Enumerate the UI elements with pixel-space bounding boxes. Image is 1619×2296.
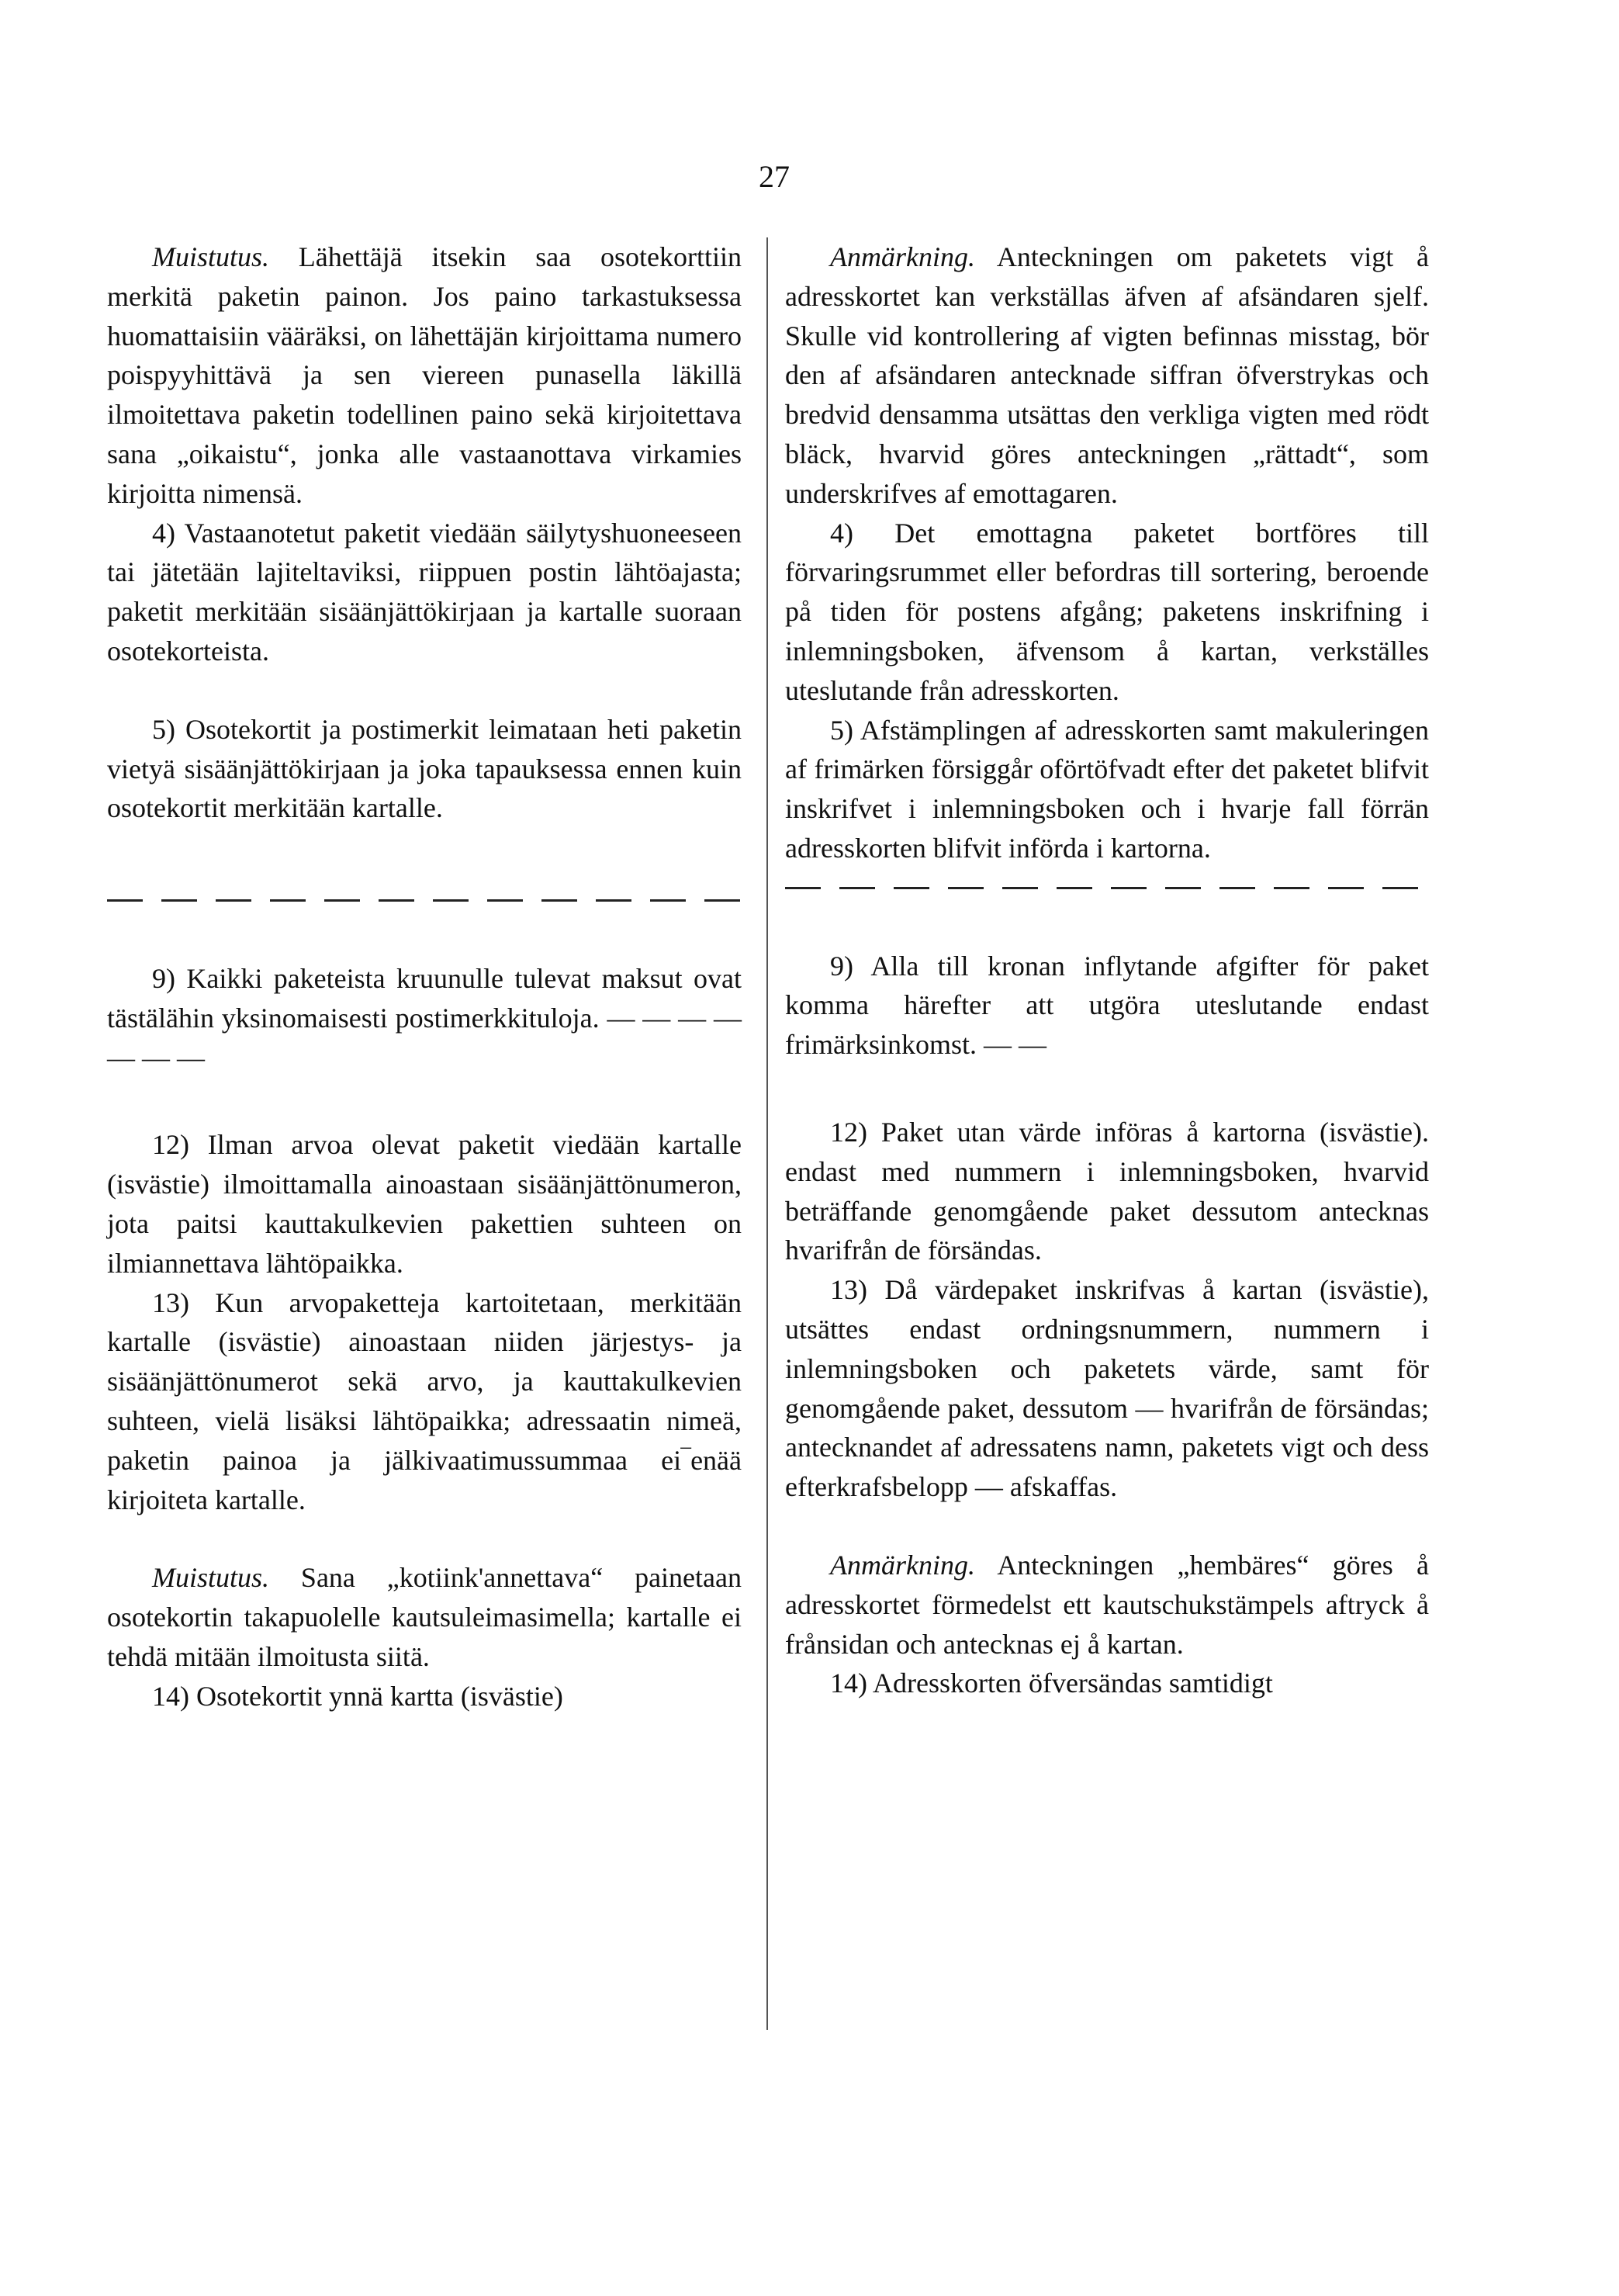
omission-dash-line: [785, 868, 1429, 908]
paragraph-4: 4) Det emottagna paketet bortföres till förvaringsrummet eller befordras till sortering, beroende på tiden för postens afgång; paketens inskrifning i inlemningsboken, äfvensom å kartan, verkställes uteslutande från adresskorten.: [785, 517, 1429, 706]
paragraph-12: 12) Paket utan värde införas å kartorna (isvästie). endast med nummern i inlemningsboken, hvarvid beträffande genomgående paket dessutom antecknas hvarifrån de försändas.: [785, 1116, 1429, 1266]
spacer: [785, 1507, 1429, 1546]
muistutus-note-2: [107, 1558, 742, 1676]
spacer: [107, 920, 742, 959]
paragraph-12: 12) Ilman arvoa olevat paketit viedään kartalle (isvästie) ilmoittamalla ainoastaan sisäänjättönumeron, jota paitsi kauttakulkevien pakettien suhteen on ilmiannettava lähtöpaikka.: [107, 1129, 742, 1279]
spacer: [785, 908, 1429, 947]
note-label: Muistutus.: [152, 1562, 270, 1594]
paragraph-13: 13) Kun arvopaketteja kartoitetaan, merkitään kartalle (isvästie) ainoastaan niiden järjestys- ja sisäänjättönumerot sekä arvo, ja kauttakulkevien suhteen, vielä lisäksi lähtöpaikka; adressaatin nimeä, paketin painoa ja jälkivaatimussummaa ei‾enää kirjoiteta kartalle.: [107, 1287, 742, 1515]
anmarkning-note-1: [785, 237, 1429, 514]
note-text: Sana „kotiink'annettava“ painetaan osotekortin takapuolelle kautsuleimasimella; kartalle ei tehdä mitään ilmoitusta siitä.: [107, 1562, 742, 1672]
spacer: [107, 1077, 742, 1125]
paragraph-14: 14) Osotekortit ynnä kartta (isvästie): [152, 1680, 563, 1712]
spacer: [107, 1519, 742, 1558]
note-text: Anteckningen „hembäres“ göres å adresskortet förmedelst ett kautschukstämpels aftryck å frånsidan och antecknas ej å kartan.: [785, 1549, 1429, 1660]
spacer: [785, 1065, 1429, 1113]
paragraph-5: 5) Osotekortit ja postimerkit leimataan heti paketin vietyä sisäänjättökirjaan ja joka tapauksessa ennen kuin osotekortit merkitään kartalle.: [107, 713, 742, 824]
spacer: [107, 671, 742, 710]
paragraph-9: 9) Kaikki paketeista kruunulle tulevat maksut ovat tästälähin yksinomaisesti postimerkkituloja. — — — — — — —: [107, 962, 742, 1073]
paragraph-9: 9) Alla till kronan inflytande afgifter för paket komma härefter att utgöra uteslutande endast frimärksinkomst. — —: [785, 950, 1429, 1061]
paragraph-14: 14) Adresskorten öfversändas samtidigt: [830, 1667, 1273, 1699]
column-divider: [766, 237, 768, 2030]
spacer: [107, 828, 742, 881]
note-label: Muistutus.: [152, 241, 270, 272]
finnish-column: [107, 237, 742, 1716]
paragraph-13: 13) Då värdepaket inskrifvas å kartan (isvästie), utsättes endast ordningsnummern, nummern i inlemningsboken och paketets värde, samt för genomgående paket, dessutom — hvarifrån de försändas; antecknandet af adressatens namn, paketets vigt och dess efterkrafsbelopp — afskaffas.: [785, 1274, 1429, 1503]
paragraph-4: 4) Vastaanotetut paketit viedään säilytyshuoneeseen tai jätetään lajiteltaviksi, riippuen postin lähtöajasta; paketit merkitään sisäänjättökirjaan ja kartalle suoraan osotekorteista.: [107, 517, 742, 667]
note-text: Anteckningen om paketets vigt å adresskortet kan verkställas äfven af afsändaren sjelf. Skulle vid kontrollering af vigten befinnas misstag, bör den af afsändaren antecknade siffran öfverstrykas och bredvid densamma utsättas den verkliga vigten med rödt bläck, hvarvid göres anteckningen „rättadt“, som underskrifves af emottagaren.: [785, 241, 1429, 509]
page-number: 27: [759, 159, 790, 194]
muistutus-note-1: [107, 237, 742, 514]
paragraph-5: 5) Afstämplingen af adresskorten samt makuleringen af frimärken försiggår oförtöfvadt efter det paketet blifvit inskrifvet i inlemningsboken och i hvarje fall förrän adresskorten blifvit införda i kartorna.: [785, 714, 1429, 864]
note-label: Anmärkning.: [830, 241, 975, 272]
omission-dash-line: [107, 881, 742, 920]
note-label: Anmärkning.: [830, 1549, 975, 1581]
swedish-column: [785, 237, 1429, 1703]
anmarkning-note-2: [785, 1546, 1429, 1664]
note-text: Lähettäjä itsekin saa osotekorttiin merkitä paketin painon. Jos paino tarkastuksessa huomattaisiin vääräksi, on lähettäjän kirjoittama numero poispyyhittävä ja sen viereen punasella läkillä ilmoitettava paketin todellinen paino sekä kirjoitettava sana „oikaistu“, jonka alle vastaanottava virkamies kirjoitta nimensä.: [107, 241, 742, 509]
